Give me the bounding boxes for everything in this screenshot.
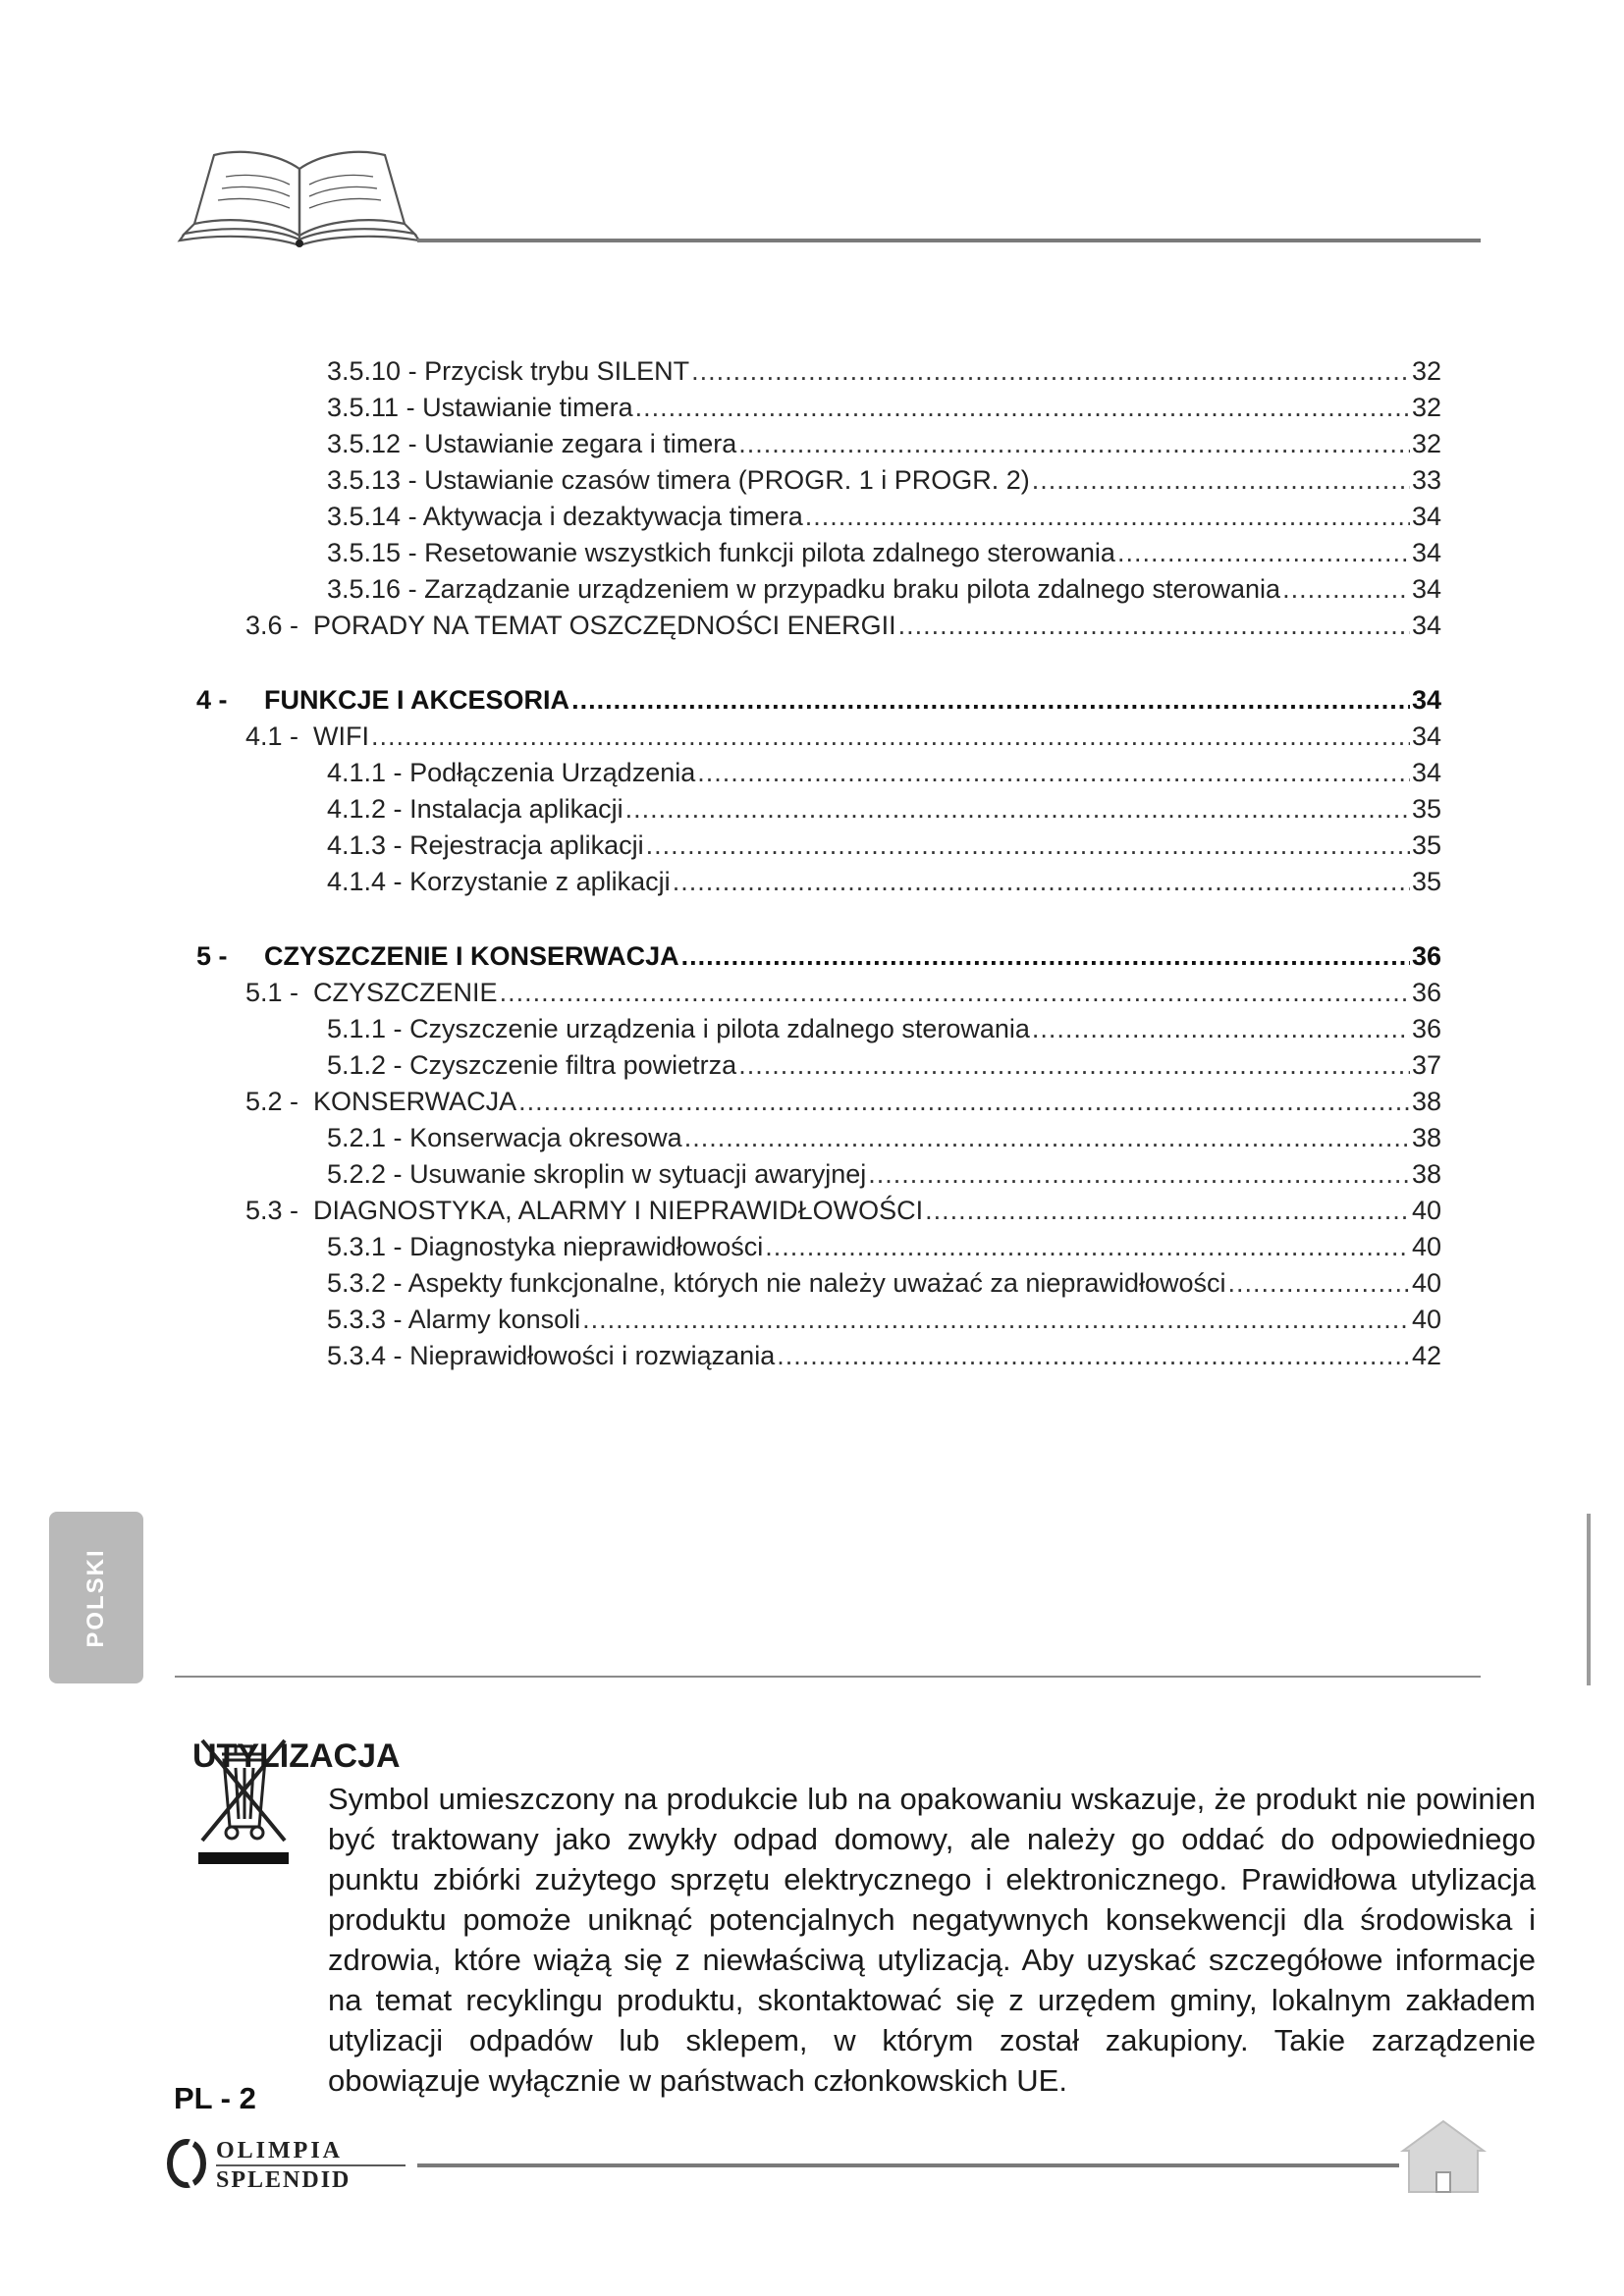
toc-entry-number: 3.6 -: [245, 611, 299, 640]
toc-entry-number: 5.2.2 -: [327, 1159, 403, 1189]
leader-dots: [697, 755, 1410, 790]
leader-dots: [738, 1047, 1410, 1083]
toc-entry-page: 40: [1411, 1232, 1441, 1261]
toc-entry-3-5-13[interactable]: [327, 462, 1441, 498]
toc-entry-page: 32: [1411, 393, 1441, 422]
toc-entry-number: 5 -: [196, 941, 228, 971]
olimpia-splendid-logo: [165, 2128, 410, 2197]
language-side-tab[interactable]: [49, 1512, 143, 1683]
toc-entry-title: CZYSZCZENIE I KONSERWACJA: [264, 941, 679, 971]
toc-entry-number: 5.3.1 -: [327, 1232, 403, 1261]
toc-entry-title: Resetowanie wszystkich funkcji pilota zdalnego sterowania: [424, 538, 1115, 567]
toc-entry-number: 3.5.14 -: [327, 502, 417, 531]
toc-entry-number: 4.1.2 -: [327, 794, 403, 824]
toc-entry-page: 35: [1411, 867, 1441, 896]
toc-entry-4-1-1[interactable]: [327, 755, 1441, 790]
toc-entry-title: Aspekty funkcjonalne, których nie należy uważać za nieprawidłowości: [407, 1268, 1226, 1298]
toc-entry-4-1-4[interactable]: [327, 864, 1441, 899]
toc-entry-number: 4.1.3 -: [327, 830, 403, 860]
toc-entry-5-3[interactable]: [245, 1193, 1441, 1228]
toc-entry-title: KONSERWACJA: [313, 1087, 517, 1116]
page-edge-marker: [1587, 1514, 1591, 1685]
toc-entry-page: 34: [1411, 574, 1441, 604]
toc-entry-4-1[interactable]: [245, 719, 1441, 754]
leader-dots: [518, 1084, 1410, 1119]
toc-entry-title: Aktywacja i dezaktywacja timera: [422, 502, 803, 531]
toc-entry-number: 4.1 -: [245, 721, 299, 751]
toc-entry-page: 34: [1411, 502, 1441, 531]
toc-entry-5-2-1[interactable]: [327, 1120, 1441, 1155]
toc-entry-title: Rejestracja aplikacji: [409, 830, 644, 860]
toc-entry-number: 5.1.2 -: [327, 1050, 403, 1080]
toc-entry-page: 34: [1411, 758, 1441, 787]
toc-entry-title: Ustawianie czasów timera (PROGR. 1 i PROGR. 2): [424, 465, 1030, 495]
toc-entry-title: Ustawianie timera: [422, 393, 633, 422]
toc-entry-title: Czyszczenie urządzenia i pilota zdalnego sterowania: [409, 1014, 1030, 1043]
toc-entry-page: 34: [1411, 685, 1441, 715]
toc-entry-5-2[interactable]: [245, 1084, 1441, 1119]
toc-entry-number: 3.5.15 -: [327, 538, 417, 567]
toc-entry-page: 35: [1411, 830, 1441, 860]
toc-entry-3-6[interactable]: [245, 608, 1441, 643]
toc-entry-number: 4.1.4 -: [327, 867, 403, 896]
toc-entry-number: 5.3.4 -: [327, 1341, 403, 1370]
leader-dots: [500, 975, 1410, 1010]
toc-entry-title: Korzystanie z aplikacji: [409, 867, 671, 896]
toc-chapter-4[interactable]: [196, 682, 1441, 718]
toc-entry-title: Alarmy konsoli: [407, 1305, 581, 1334]
toc-entry-page: 38: [1411, 1159, 1441, 1189]
toc-entry-title: Przycisk trybu SILENT: [424, 356, 690, 386]
toc-entry-number: 5.1 -: [245, 978, 299, 1007]
toc-entry-title: Nieprawidłowości i rozwiązania: [409, 1341, 776, 1370]
leader-dots: [646, 828, 1410, 863]
toc-entry-number: 5.3.2 -: [327, 1268, 403, 1298]
toc-entry-page: 36: [1411, 1014, 1441, 1043]
section-divider: [175, 1676, 1481, 1678]
toc-entry-3-5-10[interactable]: [327, 353, 1441, 389]
toc-entry-number: 5.1.1 -: [327, 1014, 403, 1043]
toc-entry-number: 3.5.16 -: [327, 574, 417, 604]
toc-entry-page: 34: [1411, 538, 1441, 567]
toc-entry-5-1[interactable]: [245, 975, 1441, 1010]
leader-dots: [681, 938, 1410, 974]
leader-dots: [1117, 535, 1410, 570]
leader-dots: [868, 1156, 1410, 1192]
toc-entry-title: FUNKCJE I AKCESORIA: [264, 685, 570, 715]
leader-dots: [571, 682, 1410, 718]
leader-dots: [582, 1302, 1410, 1337]
toc-chapter-5[interactable]: [196, 938, 1441, 974]
leader-dots: [673, 864, 1410, 899]
leader-dots: [371, 719, 1410, 754]
leader-dots: [635, 390, 1410, 425]
toc-entry-page: 38: [1411, 1123, 1441, 1152]
language-tab-label: POLSKI: [82, 1547, 109, 1648]
leader-dots: [925, 1193, 1410, 1228]
toc-entry-page: 32: [1411, 356, 1441, 386]
toc-entry-number: 3.5.10 -: [327, 356, 417, 386]
toc-entry-3-5-14[interactable]: [327, 499, 1441, 534]
toc-entry-5-3-3[interactable]: [327, 1302, 1441, 1337]
toc-entry-number: 5.3 -: [245, 1196, 299, 1225]
leader-dots: [805, 499, 1410, 534]
toc-entry-page: 36: [1411, 941, 1441, 971]
toc-entry-3-5-11[interactable]: [327, 390, 1441, 425]
toc-entry-title: Diagnostyka nieprawidłowości: [409, 1232, 764, 1261]
toc-entry-title: Ustawianie zegara i timera: [424, 429, 737, 458]
svg-text:SPLENDID: SPLENDID: [216, 2167, 352, 2193]
leader-dots: [898, 608, 1410, 643]
toc-entry-number: 5.2.1 -: [327, 1123, 403, 1152]
toc-entry-3-5-12[interactable]: [327, 426, 1441, 461]
svg-text:OLIMPIA: OLIMPIA: [216, 2138, 343, 2163]
toc-entry-number: 4 -: [196, 685, 228, 715]
toc-entry-page: 33: [1411, 465, 1441, 495]
disposal-paragraph: Symbol umieszczony na produkcie lub na opakowaniu wskazuje, że produkt nie powinien być traktowany jako zwykły odpad domowy, ale należy go oddać do odpowiedniego punktu zbiórki zużytego sprzętu elektrycznego i elektronicznego. Prawidłowa utylizacja produktu pomoże uniknąć potencjalnych negatywnych konsekwencji dla środowiska i zdrowia, które wiążą się z niewłaściwą utylizacją. Aby uzyskać szczegółowe informacje na temat recyklingu produktu, skontaktować się z urzędem gminy, lokalnym zakładem utylizacji odpadów lub sklepem, w którym został zakupiony. Takie zarządzenie obowiązuje wyłącznie w państwach członkowskich UE.: [328, 1782, 1536, 2098]
toc-entry-5-2-2[interactable]: [327, 1156, 1441, 1192]
leader-dots: [1282, 571, 1410, 607]
toc-entry-page: 40: [1411, 1305, 1441, 1334]
toc-entry-page: 38: [1411, 1087, 1441, 1116]
toc-entry-3-5-16[interactable]: [327, 571, 1441, 607]
toc-entry-3-5-15[interactable]: [327, 535, 1441, 570]
open-book-icon: [177, 137, 422, 250]
toc-entry-page: 40: [1411, 1268, 1441, 1298]
toc-entry-title: DIAGNOSTYKA, ALARMY I NIEPRAWIDŁOWOŚCI: [313, 1196, 924, 1225]
toc-entry-number: 3.5.13 -: [327, 465, 417, 495]
toc-entry-title: CZYSZCZENIE: [313, 978, 498, 1007]
leader-dots: [684, 1120, 1410, 1155]
toc-entry-page: 37: [1411, 1050, 1441, 1080]
toc-entry-title: Zarządzanie urządzeniem w przypadku braku pilota zdalnego sterowania: [424, 574, 1281, 604]
toc-entry-title: Czyszczenie filtra powietrza: [409, 1050, 737, 1080]
leader-dots: [1032, 462, 1410, 498]
toc-entry-number: 5.3.3 -: [327, 1305, 403, 1334]
toc-entry-page: 34: [1411, 611, 1441, 640]
toc-entry-page: 32: [1411, 429, 1441, 458]
leader-dots: [625, 791, 1410, 827]
toc-entry-5-1-1[interactable]: [327, 1011, 1441, 1046]
toc-entry-page: 36: [1411, 978, 1441, 1007]
toc-entry-title: WIFI: [313, 721, 370, 751]
leader-dots: [1228, 1265, 1410, 1301]
toc-entry-page: 34: [1411, 721, 1441, 751]
leader-dots: [1032, 1011, 1410, 1046]
toc-entry-number: 5.2 -: [245, 1087, 299, 1116]
toc-entry-number: 4.1.1 -: [327, 758, 403, 787]
leader-dots: [738, 426, 1410, 461]
disposal-title: UTYLIZACJA: [192, 1737, 401, 1775]
toc-entry-number: 3.5.12 -: [327, 429, 417, 458]
leader-dots: [765, 1229, 1410, 1264]
home-icon[interactable]: [1399, 2117, 1488, 2196]
toc-entry-page: 42: [1411, 1341, 1441, 1370]
toc-entry-page: 35: [1411, 794, 1441, 824]
toc-entry-4-1-3[interactable]: [327, 828, 1441, 863]
page-number: PL - 2: [174, 2081, 256, 2115]
header-rule: [417, 239, 1481, 242]
toc-entry-number: 3.5.11 -: [327, 393, 415, 422]
leader-dots: [777, 1338, 1410, 1373]
footer-rule: [417, 2163, 1399, 2167]
toc-entry-5-3-1[interactable]: [327, 1229, 1441, 1264]
toc-entry-4-1-2[interactable]: [327, 791, 1441, 827]
toc-entry-5-1-2[interactable]: [327, 1047, 1441, 1083]
toc-entry-title: Usuwanie skroplin w sytuacji awaryjnej: [409, 1159, 867, 1189]
toc-entry-title: PORADY NA TEMAT OSZCZĘDNOŚCI ENERGII: [313, 611, 896, 640]
toc-entry-title: Instalacja aplikacji: [409, 794, 623, 824]
toc-entry-5-3-2[interactable]: [327, 1265, 1441, 1301]
toc-entry-title: Podłączenia Urządzenia: [409, 758, 696, 787]
leader-dots: [691, 353, 1410, 389]
toc-entry-title: Konserwacja okresowa: [409, 1123, 682, 1152]
toc-entry-5-3-4[interactable]: [327, 1338, 1441, 1373]
toc-entry-page: 40: [1411, 1196, 1441, 1225]
